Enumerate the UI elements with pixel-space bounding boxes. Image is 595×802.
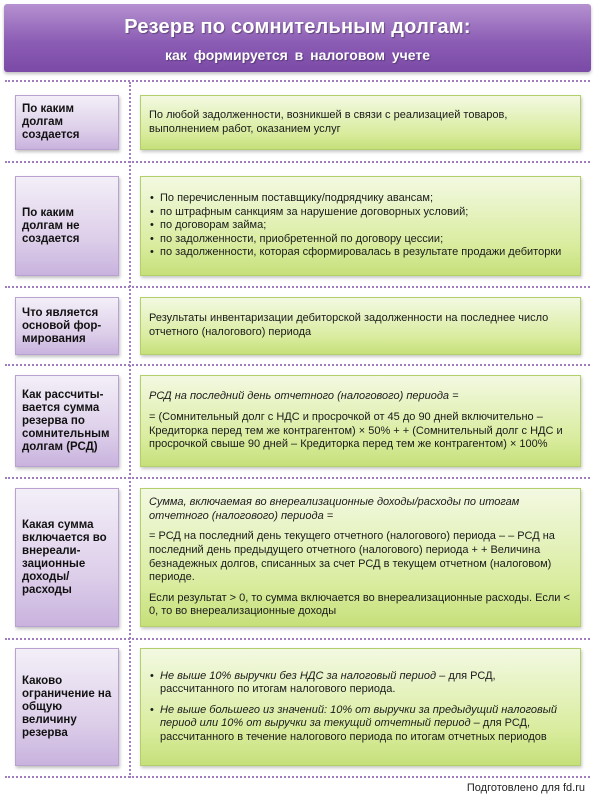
formula-text: = (Сомнительный долг с НДС и просрочкой от 45 до 90 дней включительно – Кредиторка перед тем же контрагентом) × 50% + + (Сомнительный долг с НДС и просрочкой свыше 90 дней – Кредиторка перед тем же контрагентом) × 100% bbox=[149, 410, 563, 451]
formula-intro: РСД на последний день отчетного (налогового) периода = bbox=[149, 390, 459, 403]
limit-emphasis: Не выше большего из значений: 10% от выручки за предыдущий налоговый период или 10% от выручки за текущий отчетный период bbox=[160, 703, 557, 730]
row-divider bbox=[5, 638, 590, 640]
row-label-basis: Что является основой фор-мирования bbox=[15, 297, 119, 355]
limit-text: – для РСД, рассчитанного в течение налогового периода по итогам отчетных периодов bbox=[160, 717, 547, 743]
row-label-calculation: Как рассчиты-вается сумма резерва по сомнительным долгам (РСД) bbox=[15, 375, 119, 467]
list-item bbox=[160, 670, 572, 697]
row-divider bbox=[5, 161, 590, 163]
row-content-limit bbox=[140, 648, 581, 766]
row-divider bbox=[5, 776, 590, 778]
content-text: По любой задолженности, возникшей в связи с реализацией товаров, выполнением работ, оказанием услуг bbox=[149, 108, 508, 135]
limits-list bbox=[149, 670, 572, 745]
list-item: • По перечисленным поставщику/подрядчику авансам; bbox=[160, 192, 572, 206]
row-label-limit: Каково ограничение на общую величину резерва bbox=[15, 648, 119, 766]
exclusions-list bbox=[149, 192, 572, 260]
page-subtitle: как формируется в налоговом учете bbox=[164, 47, 431, 63]
row-divider bbox=[5, 477, 590, 479]
formula-intro: Сумма, включаемая во внереализационные доходы/расходы по итогам отчетного (налогового) периода = bbox=[149, 496, 520, 522]
row-label-created-for: По каким долгам создается bbox=[15, 95, 119, 150]
formula-text: = РСД на последний день текущего отчетного (налогового) периода – – РСД на последний день предыдущего отчетного (налогового) периода + + Величина безнадежных долгов, списанных за счет РСД в текущем отчетном (налоговом) периоде. bbox=[149, 530, 555, 584]
list-item: • по задолженности, которая сформировалась в результате продажи дебиторки bbox=[160, 246, 572, 260]
page-title: Резерв по сомнительным долгам: bbox=[124, 16, 471, 38]
row-content-included-amount bbox=[140, 488, 581, 627]
limit-emphasis: Не выше 10% выручки без НДС за налоговый период bbox=[160, 669, 437, 682]
header-banner bbox=[4, 4, 591, 72]
list-item: • по задолженности, приобретенной по договору цессии; bbox=[160, 233, 572, 247]
list-item: • по штрафным санкциям за нарушение договорных условий; bbox=[160, 206, 572, 220]
result-note: Если результат > 0, то сумма включается во внереализационные расходы. Если < 0, то во внереализационные доходы bbox=[149, 591, 570, 618]
row-content-calculation bbox=[140, 375, 581, 467]
row-divider bbox=[5, 80, 590, 82]
row-label-not-created-for: По каким долгам не создается bbox=[15, 176, 119, 276]
vertical-divider bbox=[129, 82, 131, 778]
list-item: • по договорам займа; bbox=[160, 219, 572, 233]
footer-credit: Подготовлено для fd.ru bbox=[466, 782, 585, 794]
limit-text: – для РСД, рассчитанного по итогам налогового периода. bbox=[160, 669, 496, 696]
row-content-basis bbox=[140, 297, 581, 355]
list-item bbox=[160, 704, 572, 745]
row-divider bbox=[5, 286, 590, 288]
content-text: Результаты инвентаризации дебиторской задолженности на последнее число отчетного (налогового) периода bbox=[149, 312, 549, 338]
row-label-included-amount: Какая сумма включается во внереали-зационные доходы/ расходы bbox=[15, 488, 119, 627]
row-content-created-for bbox=[140, 95, 581, 150]
row-content-not-created-for bbox=[140, 176, 581, 276]
row-divider bbox=[5, 364, 590, 366]
